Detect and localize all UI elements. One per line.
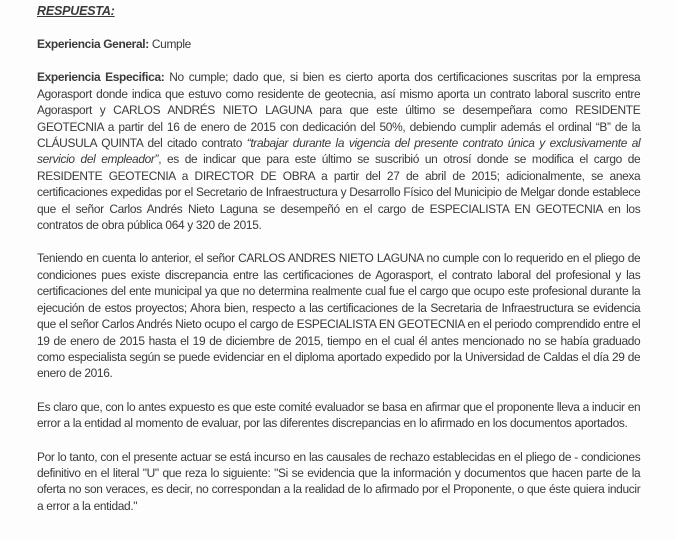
conclusion-paragraph: Es claro que, con lo antes expuesto es que este comité evaluador se basa en afirmar que el proponente lleva a inducir en error a la entidad al momento de evaluar, por las diferentes discrepancias en lo afirmado en los documentos aportados. [37, 399, 641, 431]
specific-experience-text-2: , es de indicar que para este último se suscribió un otrosí donde se modifica el cargo de RESIDENTE GEOTECNIA a DIRECTOR DE OBRA a partir del 27 de abril de 2015; adicionalmente, se anexa certificaciones expedidas por el Secretario de Infraestructura y Desarrollo Físico del Municipio de Melgar donde establece que el señor Carlos Andrés Nieto Laguna se desempeñó en el cargo de ESPECIALISTA EN GEOTECNIA en los contratos de obra pública 064 y 320 de 2015. [37, 152, 641, 233]
response-heading: RESPUESTA: [37, 4, 115, 18]
contract-clause-quote: “trabajar durante la vigencia del presente contrato única y exclusivamente al servicio del empleador” [37, 136, 641, 167]
specific-experience-label: Experiencia Especifica: [37, 70, 165, 85]
general-experience-label: Experiencia General: [37, 37, 149, 51]
specific-experience-paragraph [37, 69, 640, 233]
general-experience-value: Cumple [148, 37, 191, 51]
analysis-paragraph: Teniendo en cuenta lo anterior, el señor CARLOS ANDRES NIETO LAGUNA no cumple con lo requerido en el pliego de condiciones pues existe discrepancia entre las certificaciones de Agorasport, el contrato laboral del profesional y las certificaciones del ente municipal ya que no determina realmente cual fue el cargo que ocupo este profesional durante la ejecución de estos proyectos; Ahora bien, respecto a las certificaciones de la Secretaria de Infraestructura se evidencia que el señor Carlos Andrés Nieto ocupo el cargo de ESPECIALISTA EN GEOTECNIA en el periodo comprendido entre el 19 de enero de 2015 hasta el 19 de diciembre de 2015, tiempo en el cual él antes mencionado no se había graduado como especialista según se puede evidenciar en el diploma aportado expedido por la Universidad de Caldas el día 29 de enero de 2016. [37, 251, 641, 381]
rejection-cause-paragraph: Por lo tanto, con el presente actuar se está incurso en las causales de rechazo establecidas en el pliego de - condiciones definitivo en el literal "U" que reza lo siguiente: "Si se evidencia que la información y documentos que hacen parte de la oferta no son veraces, es decir, no correspondan a la realidad de lo afirmado por el Proponente, o que éste quiera inducir a error a la entidad." [37, 449, 641, 513]
document-page [37, 3, 640, 514]
specific-experience-text-1: No cumple; dado que, si bien es cierto aporta dos certificaciones suscritas por la empresa Agorasport donde indica que estuvo como residente de geotecnia, así mismo aporta un contrato laboral suscrito entre Agorasport y CARLOS ANDRÉS NIETO LAGUNA para que este último se desempeñara como RESIDENTE GEOTECNIA a partir del 16 de enero de 2015 con dedicación del 50%, debiendo cumplir además el ordinal “B” de la CLÁUSULA QUINTA del citado contrato [37, 70, 641, 151]
general-experience-paragraph [37, 36, 640, 52]
